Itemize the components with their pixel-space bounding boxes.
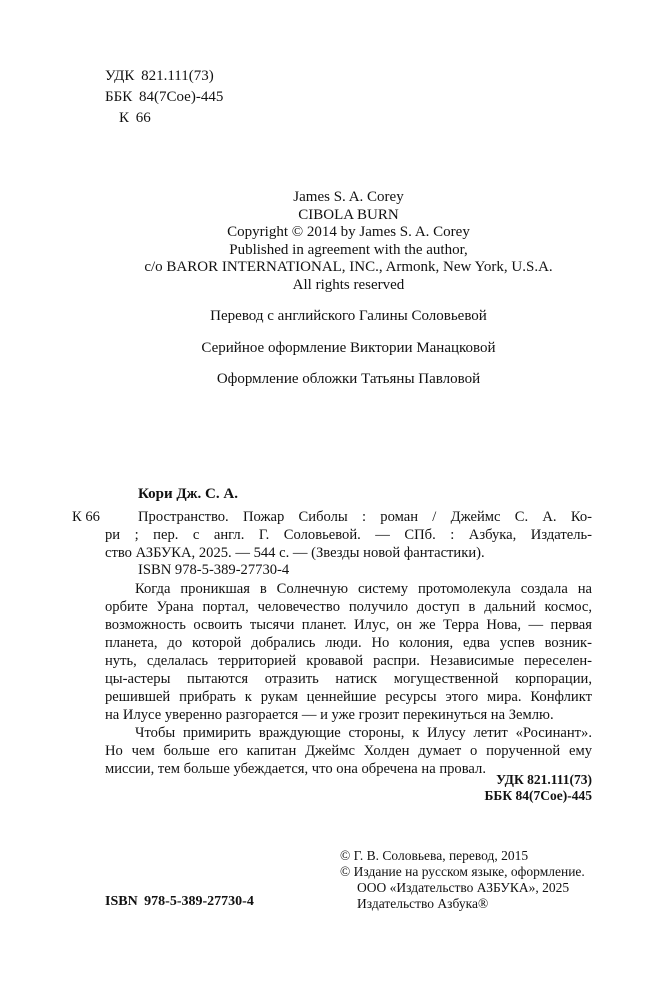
catalog-entry-line: ри ; пер. с англ. Г. Соловьевой. — СПб. : Азбука, Издатель- <box>105 527 592 543</box>
edition-copyright-publisher: ООО «Издательство АЗБУКА», 2025 <box>357 880 570 895</box>
original-rights-block <box>105 189 592 295</box>
top-codes-block <box>105 66 223 129</box>
agency-line: c/o BAROR INTERNATIONAL, INC., Armonk, New York, U.S.A. <box>144 259 553 276</box>
annotation-line: миссии, тем больше убеждается, что она обречена на провал. <box>105 761 486 777</box>
credits-block <box>105 301 592 396</box>
cover-design-credit: Оформление обложки Татьяны Павловой <box>216 371 481 387</box>
catalog-isbn: ISBN 978-5-389-27730-4 <box>138 562 290 578</box>
publisher-trademark: Издательство Азбука® <box>357 896 489 911</box>
annotation-paragraph-1 <box>105 580 592 724</box>
catalog-author: Кори Дж. С. А. <box>138 486 238 502</box>
catalog-entry <box>72 508 592 562</box>
series-design-credit: Серийное оформление Виктории Манацковой <box>201 339 496 356</box>
translator-credit: Перевод с английского Галины Соловьевой <box>210 308 487 324</box>
annotation-line: нуть, сделалась территорией кровавой распри. Независимые переселен- <box>105 653 592 669</box>
udk-code: УДК 821.111(73) <box>105 68 214 84</box>
annotation-line: Чтобы примирить враждующие стороны, к Илусу летит «Росинант». <box>135 725 592 741</box>
translation-copyright: © Г. В. Соловьева, перевод, 2015 <box>340 848 529 863</box>
bbk-code: ББК 84(7Сое)-445 <box>105 89 224 105</box>
codes-right-block <box>105 772 592 804</box>
imprint-copyrights <box>340 848 585 912</box>
annotation-line: цы-астеры пытаются отразить натиск могущественной корпорации, <box>105 671 592 687</box>
book-author-original: James S. A. Corey <box>293 189 404 205</box>
book-title-original: CIBOLA BURN <box>298 206 399 223</box>
catalog-index-top: К 66 <box>119 110 151 126</box>
catalog-entry-line: Пространство. Пожар Сиболы : роман / Джеймс С. А. Ко- <box>138 509 592 525</box>
annotation-line: Когда проникшая в Солнечную систему протомолекула создала на <box>135 581 592 597</box>
isbn-bottom: ISBN 978-5-389-27730-4 <box>105 894 254 909</box>
annotation-line: на Илусе уверенно разгорается — и уже грозит перекинуться на Землю. <box>105 707 554 723</box>
edition-copyright: © Издание на русском языке, оформление. <box>340 864 585 879</box>
annotation-line: Но чем больше его капитан Джеймс Холден думает о порученной ему <box>105 743 592 759</box>
annotation-line: планета, до которой добрались люди. Но колония, едва успев возник- <box>105 635 592 651</box>
publication-agreement-line: Published in agreement with the author, <box>229 241 468 258</box>
annotation-line: орбите Урана портал, человечество получило доступ в дальний космос, <box>105 599 592 615</box>
annotation-line: решившей прибрать к рукам ценнейшие ресурсы этого мира. Конфликт <box>105 689 592 705</box>
annotation-paragraph-2 <box>105 724 592 778</box>
copyright-line: Copyright © 2014 by James S. A. Corey <box>227 224 470 241</box>
bbk-code-right: ББК 84(7Сое)-445 <box>484 788 592 803</box>
catalog-index: К 66 <box>72 509 100 525</box>
udk-code-right: УДК 821.111(73) <box>496 772 592 787</box>
annotation-line: возможность освоить тысячи планет. Илус, он же Терра Нова, — первая <box>105 617 592 633</box>
catalog-entry-line: ство АЗБУКА, 2025. — 544 с. — (Звезды новой фантастики). <box>105 545 485 561</box>
rights-reserved-line: All rights reserved <box>292 276 405 293</box>
